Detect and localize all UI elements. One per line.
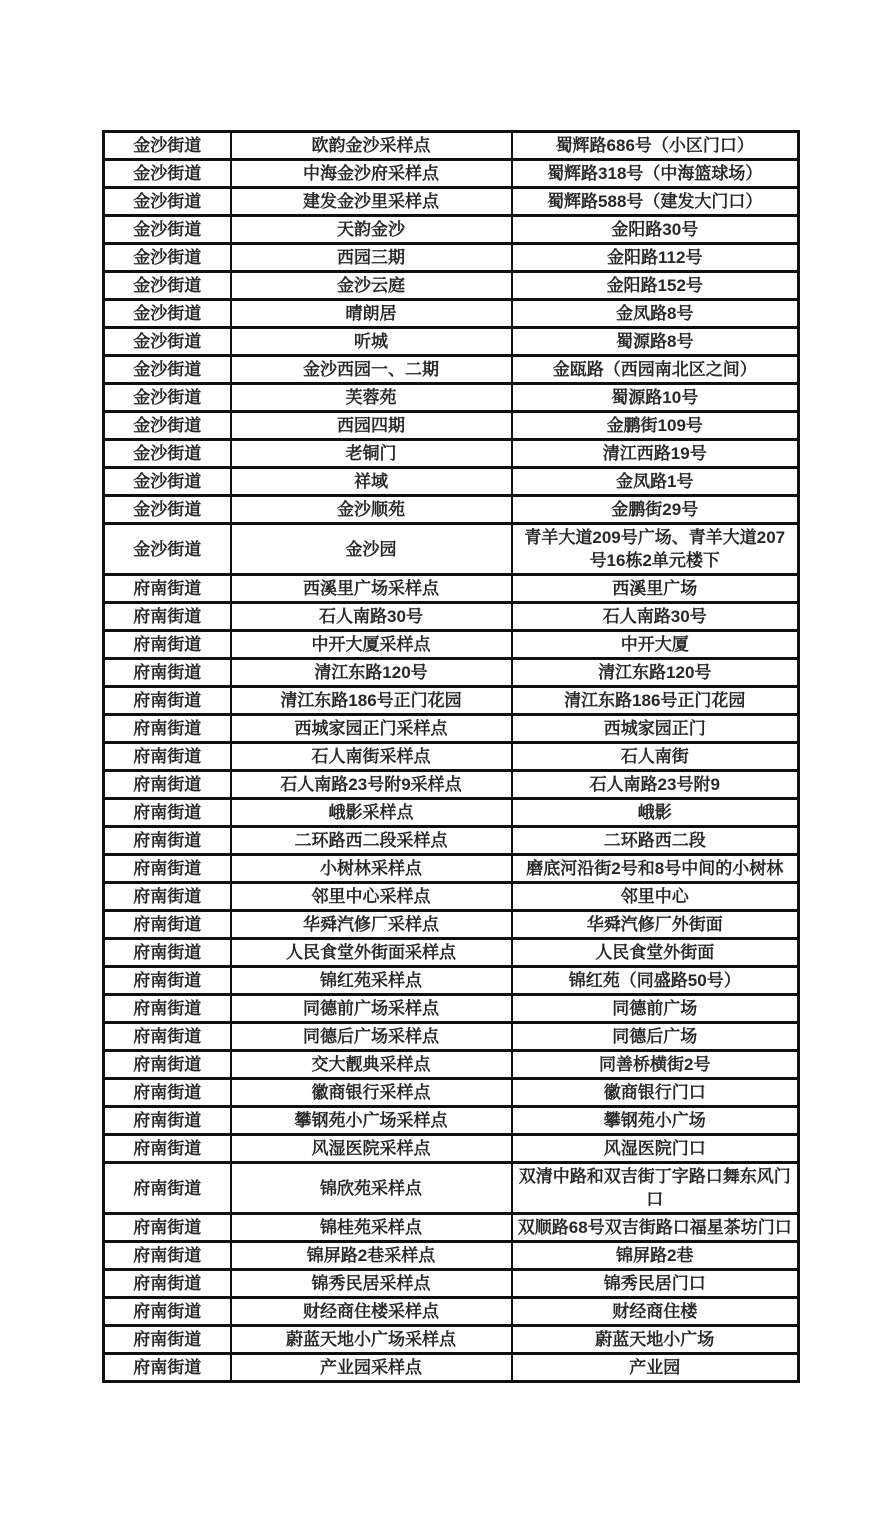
- cell-address: 二环路西二段: [512, 827, 799, 855]
- cell-address: 同德前广场: [512, 995, 799, 1023]
- cell-address: 金阳路30号: [512, 216, 799, 244]
- table-row: [104, 967, 799, 995]
- cell-street: 府南街道: [104, 1023, 231, 1051]
- cell-address: 风湿医院门口: [512, 1135, 799, 1163]
- cell-site: 蔚蓝天地小广场采样点: [231, 1326, 512, 1354]
- cell-site: 祥域: [231, 468, 512, 496]
- table-row: [104, 631, 799, 659]
- cell-address: 蜀辉路588号（建发大门口）: [512, 188, 799, 216]
- table-row: [104, 659, 799, 687]
- cell-site: 攀钢苑小广场采样点: [231, 1107, 512, 1135]
- cell-address: 石人南街: [512, 743, 799, 771]
- table-row: [104, 1163, 799, 1214]
- cell-street: 府南街道: [104, 1214, 231, 1242]
- cell-address: 产业园: [512, 1354, 799, 1382]
- cell-address: 同善桥横街2号: [512, 1051, 799, 1079]
- table-row: [104, 995, 799, 1023]
- cell-site: 石人南街采样点: [231, 743, 512, 771]
- cell-address: 攀钢苑小广场: [512, 1107, 799, 1135]
- cell-street: 金沙街道: [104, 272, 231, 300]
- table-row: [104, 855, 799, 883]
- cell-address: 西溪里广场: [512, 575, 799, 603]
- cell-address: 磨底河沿街2号和8号中间的小树林: [512, 855, 799, 883]
- table-row: [104, 603, 799, 631]
- cell-street: 府南街道: [104, 799, 231, 827]
- cell-street: 金沙街道: [104, 300, 231, 328]
- cell-address: 清江东路120号: [512, 659, 799, 687]
- cell-address: 蜀辉路686号（小区门口）: [512, 132, 799, 160]
- cell-street: 金沙街道: [104, 216, 231, 244]
- cell-street: 府南街道: [104, 1135, 231, 1163]
- table-row: [104, 911, 799, 939]
- table-row: [104, 715, 799, 743]
- cell-address: 金阳路112号: [512, 244, 799, 272]
- cell-address: 蔚蓝天地小广场: [512, 1326, 799, 1354]
- table-row: [104, 1079, 799, 1107]
- table-row: [104, 1023, 799, 1051]
- cell-street: 金沙街道: [104, 384, 231, 412]
- cell-address: 青羊大道209号广场、青羊大道207号16栋2单元楼下: [512, 524, 799, 575]
- cell-site: 小树林采样点: [231, 855, 512, 883]
- cell-street: 府南街道: [104, 659, 231, 687]
- table-row: [104, 827, 799, 855]
- cell-street: 府南街道: [104, 771, 231, 799]
- table-row: [104, 1270, 799, 1298]
- cell-street: 府南街道: [104, 575, 231, 603]
- table-row: [104, 356, 799, 384]
- cell-site: 交大靓典采样点: [231, 1051, 512, 1079]
- table-row: [104, 328, 799, 356]
- table-row: [104, 1354, 799, 1382]
- table-row: [104, 272, 799, 300]
- table-row: [104, 384, 799, 412]
- table-row: [104, 468, 799, 496]
- cell-street: 金沙街道: [104, 328, 231, 356]
- cell-street: 府南街道: [104, 995, 231, 1023]
- cell-site: 西城家园正门采样点: [231, 715, 512, 743]
- cell-street: 府南街道: [104, 1079, 231, 1107]
- cell-address: 同德后广场: [512, 1023, 799, 1051]
- cell-site: 锦红苑采样点: [231, 967, 512, 995]
- cell-street: 府南街道: [104, 911, 231, 939]
- cell-site: 徽商银行采样点: [231, 1079, 512, 1107]
- table-row: [104, 575, 799, 603]
- cell-site: 金沙云庭: [231, 272, 512, 300]
- cell-site: 老铜门: [231, 440, 512, 468]
- cell-address: 金凤路1号: [512, 468, 799, 496]
- table-row: [104, 1326, 799, 1354]
- cell-street: 金沙街道: [104, 244, 231, 272]
- table-row: [104, 687, 799, 715]
- cell-address: 金鹏街29号: [512, 496, 799, 524]
- cell-address: 金鹏街109号: [512, 412, 799, 440]
- cell-site: 晴朗居: [231, 300, 512, 328]
- cell-street: 府南街道: [104, 715, 231, 743]
- sampling-points-table: [102, 130, 800, 1383]
- cell-site: 金沙园: [231, 524, 512, 575]
- cell-address: 双清中路和双吉街丁字路口舞东风门口: [512, 1163, 799, 1214]
- cell-site: 邻里中心采样点: [231, 883, 512, 911]
- table-row: [104, 244, 799, 272]
- cell-street: 府南街道: [104, 1354, 231, 1382]
- cell-site: 石人南路23号附9采样点: [231, 771, 512, 799]
- cell-address: 蜀源路8号: [512, 328, 799, 356]
- cell-address: 邻里中心: [512, 883, 799, 911]
- table-row: [104, 216, 799, 244]
- cell-address: 清江东路186号正门花园: [512, 687, 799, 715]
- cell-site: 听城: [231, 328, 512, 356]
- cell-street: 府南街道: [104, 1242, 231, 1270]
- cell-address: 蜀源路10号: [512, 384, 799, 412]
- cell-site: 西园四期: [231, 412, 512, 440]
- table-row: [104, 1242, 799, 1270]
- cell-street: 金沙街道: [104, 440, 231, 468]
- cell-site: 产业园采样点: [231, 1354, 512, 1382]
- cell-street: 府南街道: [104, 827, 231, 855]
- cell-site: 清江东路120号: [231, 659, 512, 687]
- cell-address: 锦秀民居门口: [512, 1270, 799, 1298]
- cell-street: 金沙街道: [104, 356, 231, 384]
- table-row: [104, 524, 799, 575]
- table-row: [104, 1214, 799, 1242]
- cell-site: 锦桂苑采样点: [231, 1214, 512, 1242]
- cell-street: 金沙街道: [104, 160, 231, 188]
- cell-street: 金沙街道: [104, 524, 231, 575]
- cell-address: 锦红苑（同盛路50号）: [512, 967, 799, 995]
- cell-address: 财经商住楼: [512, 1298, 799, 1326]
- cell-site: 锦欣苑采样点: [231, 1163, 512, 1214]
- table-row: [104, 939, 799, 967]
- cell-address: 峨影: [512, 799, 799, 827]
- cell-site: 建发金沙里采样点: [231, 188, 512, 216]
- cell-street: 金沙街道: [104, 468, 231, 496]
- cell-address: 石人南路30号: [512, 603, 799, 631]
- cell-street: 府南街道: [104, 1163, 231, 1214]
- table-row: [104, 771, 799, 799]
- cell-street: 府南街道: [104, 855, 231, 883]
- cell-street: 金沙街道: [104, 132, 231, 160]
- cell-site: 西溪里广场采样点: [231, 575, 512, 603]
- table-row: [104, 496, 799, 524]
- cell-site: 华舜汽修厂采样点: [231, 911, 512, 939]
- table-row: [104, 883, 799, 911]
- cell-site: 同德后广场采样点: [231, 1023, 512, 1051]
- cell-site: 天韵金沙: [231, 216, 512, 244]
- table-row: [104, 1298, 799, 1326]
- cell-street: 金沙街道: [104, 188, 231, 216]
- cell-site: 芙蓉苑: [231, 384, 512, 412]
- table-row: [104, 160, 799, 188]
- cell-site: 西园三期: [231, 244, 512, 272]
- cell-address: 金凤路8号: [512, 300, 799, 328]
- cell-site: 人民食堂外街面采样点: [231, 939, 512, 967]
- cell-street: 府南街道: [104, 1051, 231, 1079]
- cell-address: 锦屏路2巷: [512, 1242, 799, 1270]
- cell-site: 金沙西园一、二期: [231, 356, 512, 384]
- table-row: [104, 440, 799, 468]
- cell-street: 府南街道: [104, 743, 231, 771]
- cell-street: 金沙街道: [104, 496, 231, 524]
- table-row: [104, 300, 799, 328]
- cell-site: 石人南路30号: [231, 603, 512, 631]
- cell-site: 中海金沙府采样点: [231, 160, 512, 188]
- cell-street: 府南街道: [104, 1270, 231, 1298]
- cell-address: 徽商银行门口: [512, 1079, 799, 1107]
- cell-address: 石人南路23号附9: [512, 771, 799, 799]
- cell-site: 中开大厦采样点: [231, 631, 512, 659]
- cell-address: 蜀辉路318号（中海篮球场）: [512, 160, 799, 188]
- table-body: [104, 132, 799, 1382]
- table-row: [104, 1051, 799, 1079]
- cell-site: 欧韵金沙采样点: [231, 132, 512, 160]
- cell-street: 府南街道: [104, 1326, 231, 1354]
- cell-site: 清江东路186号正门花园: [231, 687, 512, 715]
- cell-street: 府南街道: [104, 631, 231, 659]
- cell-address: 中开大厦: [512, 631, 799, 659]
- cell-site: 金沙顺苑: [231, 496, 512, 524]
- table-row: [104, 799, 799, 827]
- cell-site: 二环路西二段采样点: [231, 827, 512, 855]
- table-row: [104, 743, 799, 771]
- cell-address: 金瓯路（西园南北区之间）: [512, 356, 799, 384]
- cell-street: 府南街道: [104, 603, 231, 631]
- cell-street: 府南街道: [104, 967, 231, 995]
- table-row: [104, 132, 799, 160]
- cell-site: 锦秀民居采样点: [231, 1270, 512, 1298]
- cell-address: 人民食堂外街面: [512, 939, 799, 967]
- table-row: [104, 1107, 799, 1135]
- cell-site: 峨影采样点: [231, 799, 512, 827]
- cell-address: 西城家园正门: [512, 715, 799, 743]
- cell-street: 府南街道: [104, 883, 231, 911]
- cell-address: 清江西路19号: [512, 440, 799, 468]
- cell-street: 金沙街道: [104, 412, 231, 440]
- cell-site: 风湿医院采样点: [231, 1135, 512, 1163]
- cell-site: 财经商住楼采样点: [231, 1298, 512, 1326]
- table-row: [104, 188, 799, 216]
- table-row: [104, 412, 799, 440]
- cell-address: 华舜汽修厂外街面: [512, 911, 799, 939]
- cell-site: 锦屏路2巷采样点: [231, 1242, 512, 1270]
- cell-street: 府南街道: [104, 939, 231, 967]
- cell-street: 府南街道: [104, 1107, 231, 1135]
- table-row: [104, 1135, 799, 1163]
- cell-street: 府南街道: [104, 687, 231, 715]
- cell-site: 同德前广场采样点: [231, 995, 512, 1023]
- cell-address: 金阳路152号: [512, 272, 799, 300]
- cell-address: 双顺路68号双吉街路口福星茶坊门口: [512, 1214, 799, 1242]
- cell-street: 府南街道: [104, 1298, 231, 1326]
